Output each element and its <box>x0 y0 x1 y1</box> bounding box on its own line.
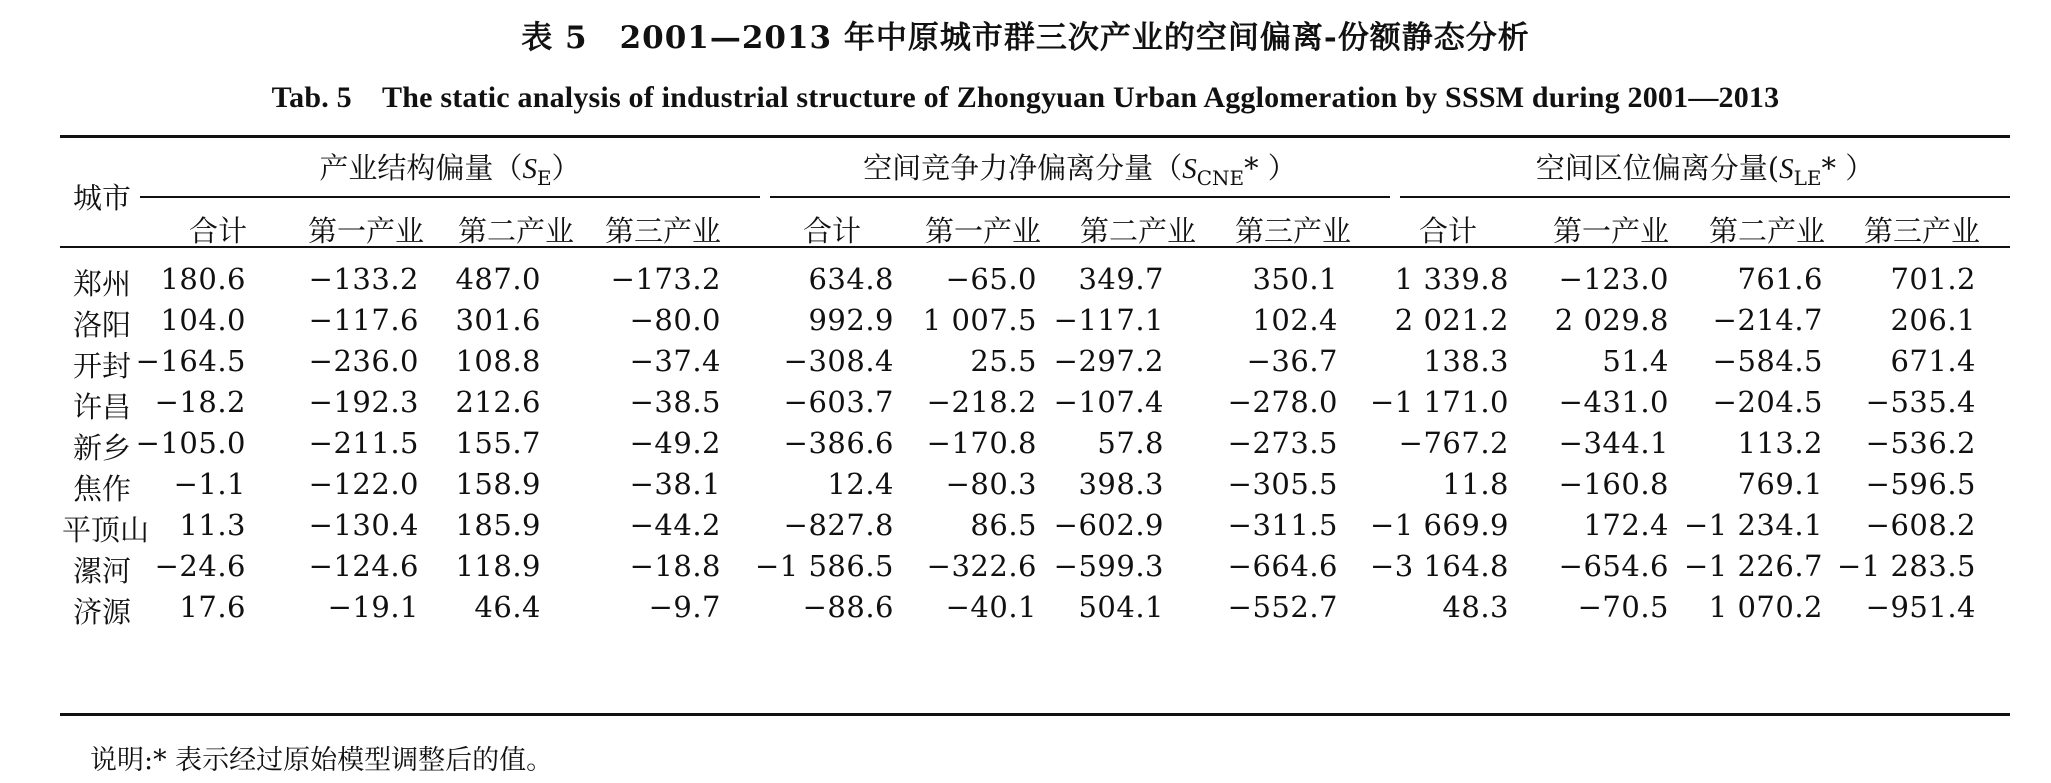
group-header-se <box>140 146 760 190</box>
value-cell: −1.1 <box>173 467 246 501</box>
value-cell: 57.8 <box>1097 426 1164 460</box>
city-cell: 焦作 <box>72 472 131 506</box>
value-cell: 1 339.8 <box>1394 262 1509 296</box>
value-cell: −211.5 <box>308 426 419 460</box>
city-cell: 洛阳 <box>72 308 131 342</box>
value-cell: −18.8 <box>629 549 721 583</box>
group-header-sub: CNE <box>1196 166 1245 190</box>
value-cell: 992.9 <box>808 303 894 337</box>
table-row <box>0 385 2051 425</box>
value-cell: −599.3 <box>1053 549 1164 583</box>
group-header-label: 产业结构偏量（ <box>319 151 523 185</box>
value-cell: −160.8 <box>1558 467 1669 501</box>
group-header-suffix: ） <box>551 151 581 185</box>
value-cell: −654.6 <box>1558 549 1669 583</box>
value-cell: −767.2 <box>1398 426 1509 460</box>
value-cell: −584.5 <box>1712 344 1823 378</box>
city-cell: 郑州 <box>72 267 131 301</box>
value-cell: −88.6 <box>802 590 894 624</box>
table-row <box>0 508 2051 548</box>
table-row <box>0 590 2051 630</box>
value-cell: −80.0 <box>629 303 721 337</box>
value-cell: −322.6 <box>926 549 1037 583</box>
column-header: 第三产业 <box>604 214 721 248</box>
city-cell: 新乡 <box>72 431 131 465</box>
value-cell: 48.3 <box>1442 590 1509 624</box>
value-cell: −827.8 <box>783 508 894 542</box>
value-cell: 180.6 <box>160 262 246 296</box>
value-cell: 158.9 <box>455 467 541 501</box>
value-cell: 398.3 <box>1078 467 1164 501</box>
table-row <box>0 303 2051 343</box>
value-cell: 104.0 <box>160 303 246 337</box>
city-cell: 漯河 <box>72 554 131 588</box>
value-cell: 108.8 <box>455 344 541 378</box>
value-cell: −19.1 <box>327 590 419 624</box>
value-cell: −107.4 <box>1053 385 1164 419</box>
value-cell: 11.3 <box>179 508 246 542</box>
value-cell: −173.2 <box>610 262 721 296</box>
value-cell: −117.1 <box>1053 303 1164 337</box>
city-header: 城市 <box>72 181 131 215</box>
value-cell: −951.4 <box>1865 590 1976 624</box>
value-cell: −1 283.5 <box>1837 549 1976 583</box>
value-cell: −124.6 <box>308 549 419 583</box>
column-header: 第二产业 <box>1708 214 1825 248</box>
value-cell: 504.1 <box>1078 590 1164 624</box>
group-rule-se <box>140 196 760 198</box>
city-cell: 开封 <box>72 349 131 383</box>
value-cell: 155.7 <box>455 426 541 460</box>
value-cell: 487.0 <box>455 262 541 296</box>
city-cell: 平顶山 <box>62 513 150 547</box>
table-row <box>0 426 2051 466</box>
value-cell: −603.7 <box>783 385 894 419</box>
value-cell: −80.3 <box>945 467 1037 501</box>
group-header-symbol: S <box>1182 153 1197 185</box>
value-cell: −38.1 <box>629 467 721 501</box>
value-cell: 118.9 <box>455 549 541 583</box>
value-cell: −431.0 <box>1558 385 1669 419</box>
group-header-sub: E <box>536 166 552 190</box>
city-cell: 许昌 <box>72 390 131 424</box>
value-cell: 46.4 <box>474 590 541 624</box>
value-cell: −596.5 <box>1865 467 1976 501</box>
value-cell: −204.5 <box>1712 385 1823 419</box>
value-cell: 1 007.5 <box>922 303 1037 337</box>
top-rule <box>60 135 2010 138</box>
value-cell: 185.9 <box>455 508 541 542</box>
value-cell: 301.6 <box>455 303 541 337</box>
group-header-label: 空间区位偏离分量( <box>1535 151 1780 185</box>
value-cell: 206.1 <box>1890 303 1976 337</box>
value-cell: −70.5 <box>1577 590 1669 624</box>
value-cell: −117.6 <box>308 303 419 337</box>
value-cell: −344.1 <box>1558 426 1669 460</box>
value-cell: −38.5 <box>629 385 721 419</box>
value-cell: −123.0 <box>1558 262 1669 296</box>
value-cell: −1 226.7 <box>1684 549 1823 583</box>
value-cell: 761.6 <box>1737 262 1823 296</box>
value-cell: 634.8 <box>808 262 894 296</box>
value-cell: −40.1 <box>945 590 1037 624</box>
value-cell: −130.4 <box>308 508 419 542</box>
group-header-symbol: S <box>522 153 537 185</box>
column-header: 第一产业 <box>924 214 1041 248</box>
value-cell: −218.2 <box>926 385 1037 419</box>
value-cell: 17.6 <box>179 590 246 624</box>
table-title-en: Tab. 5 The static analysis of industrial structure of Zhongyuan Urban Agglomeration by SSSM during 2001—2013 <box>271 81 1780 114</box>
bottom-rule <box>60 713 2010 716</box>
group-rule-sle <box>1400 196 2010 198</box>
table-row <box>0 549 2051 589</box>
value-cell: −9.7 <box>648 590 721 624</box>
value-cell: −1 171.0 <box>1370 385 1509 419</box>
value-cell: −214.7 <box>1712 303 1823 337</box>
value-cell: −1 234.1 <box>1684 508 1823 542</box>
value-cell: 1 070.2 <box>1708 590 1823 624</box>
group-rule-scne <box>770 196 1390 198</box>
value-cell: −278.0 <box>1227 385 1338 419</box>
group-header-symbol: S <box>1779 153 1794 185</box>
table-title-cn: 表 5 2001—2013 年中原城市群三次产业的空间偏离-份额静态分析 <box>521 20 1530 56</box>
value-cell: 701.2 <box>1890 262 1976 296</box>
value-cell: −44.2 <box>629 508 721 542</box>
value-cell: −49.2 <box>629 426 721 460</box>
value-cell: 138.3 <box>1423 344 1509 378</box>
column-header: 第一产业 <box>307 214 424 248</box>
value-cell: 113.2 <box>1737 426 1823 460</box>
value-cell: 172.4 <box>1583 508 1669 542</box>
value-cell: −65.0 <box>945 262 1037 296</box>
value-cell: 212.6 <box>455 385 541 419</box>
value-cell: 350.1 <box>1252 262 1338 296</box>
value-cell: −305.5 <box>1227 467 1338 501</box>
value-cell: −602.9 <box>1053 508 1164 542</box>
value-cell: 12.4 <box>827 467 894 501</box>
value-cell: −164.5 <box>135 344 246 378</box>
value-cell: −273.5 <box>1227 426 1338 460</box>
city-cell: 济源 <box>72 595 131 629</box>
value-cell: 2 021.2 <box>1394 303 1509 337</box>
column-header: 合计 <box>188 214 247 248</box>
value-cell: −608.2 <box>1865 508 1976 542</box>
value-cell: −37.4 <box>629 344 721 378</box>
value-cell: −386.6 <box>783 426 894 460</box>
value-cell: −664.6 <box>1227 549 1338 583</box>
value-cell: 769.1 <box>1737 467 1823 501</box>
column-header: 第二产业 <box>457 214 574 248</box>
value-cell: 2 029.8 <box>1554 303 1669 337</box>
column-header: 第一产业 <box>1552 214 1669 248</box>
value-cell: 349.7 <box>1078 262 1164 296</box>
table-row <box>0 467 2051 507</box>
value-cell: −308.4 <box>783 344 894 378</box>
value-cell: −1 586.5 <box>755 549 894 583</box>
value-cell: −170.8 <box>926 426 1037 460</box>
value-cell: −18.2 <box>154 385 246 419</box>
group-header-label: 空间竞争力净偏离分量（ <box>863 151 1183 185</box>
value-cell: 51.4 <box>1602 344 1669 378</box>
table-row <box>0 262 2051 302</box>
value-cell: −536.2 <box>1865 426 1976 460</box>
value-cell: −1 669.9 <box>1370 508 1509 542</box>
value-cell: 671.4 <box>1890 344 1976 378</box>
value-cell: 86.5 <box>970 508 1037 542</box>
value-cell: −24.6 <box>154 549 246 583</box>
table-note: 说明:* 表示经过原始模型调整后的值。 <box>90 745 554 776</box>
column-header: 合计 <box>1418 214 1477 248</box>
column-header: 第三产业 <box>1234 214 1351 248</box>
column-header: 第三产业 <box>1863 214 1980 248</box>
group-header-suffix: * ） <box>1821 151 1875 185</box>
value-cell: −105.0 <box>135 426 246 460</box>
value-cell: −297.2 <box>1053 344 1164 378</box>
value-cell: −122.0 <box>308 467 419 501</box>
group-header-sle <box>1400 146 2010 190</box>
value-cell: −133.2 <box>308 262 419 296</box>
group-header-suffix: * ） <box>1244 151 1297 185</box>
value-cell: −36.7 <box>1246 344 1338 378</box>
value-cell: 11.8 <box>1442 467 1509 501</box>
value-cell: −311.5 <box>1227 508 1338 542</box>
value-cell: −236.0 <box>308 344 419 378</box>
value-cell: −3 164.8 <box>1370 549 1509 583</box>
value-cell: 102.4 <box>1252 303 1338 337</box>
column-header: 第二产业 <box>1079 214 1196 248</box>
value-cell: 25.5 <box>970 344 1037 378</box>
value-cell: −192.3 <box>308 385 419 419</box>
value-cell: −552.7 <box>1227 590 1338 624</box>
group-header-sub: LE <box>1793 166 1822 190</box>
group-header-scne <box>770 146 1390 190</box>
column-header: 合计 <box>802 214 861 248</box>
value-cell: −535.4 <box>1865 385 1976 419</box>
table-row <box>0 344 2051 384</box>
